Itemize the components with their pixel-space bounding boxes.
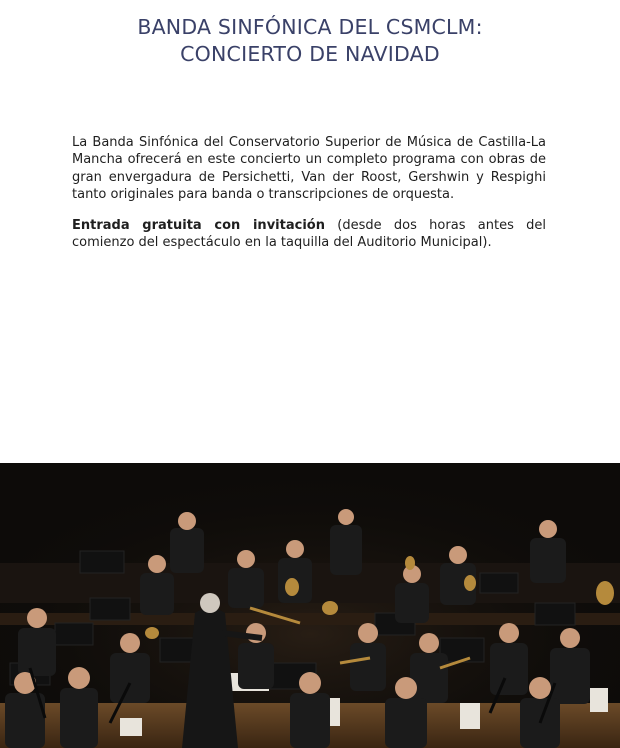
admission-paragraph bbox=[72, 217, 546, 252]
description-paragraph: La Banda Sinfónica del Conservatorio Superior de Música de Castilla-La Mancha ofrecerá en este concierto un completo programa con obras de gran envergadura de Persichetti, Van der Roost, Gershwin y Respighi tanto originales para banda o transcripciones de orquesta. bbox=[72, 135, 546, 203]
band-photo-illustration bbox=[0, 463, 620, 748]
band-photo bbox=[0, 463, 620, 748]
event-description-block bbox=[72, 134, 546, 251]
title-line-2: CONCIERTO DE NAVIDAD bbox=[180, 42, 440, 66]
admission-details: (desde dos horas antes del comienzo del espectáculo en la taquilla del Auditorio Municipal). bbox=[72, 217, 546, 251]
admission-bold: Entrada gratuita con invitación bbox=[72, 217, 325, 233]
page-title bbox=[0, 14, 620, 68]
title-line-1: BANDA SINFÓNICA DEL CSMCLM: bbox=[137, 15, 483, 39]
